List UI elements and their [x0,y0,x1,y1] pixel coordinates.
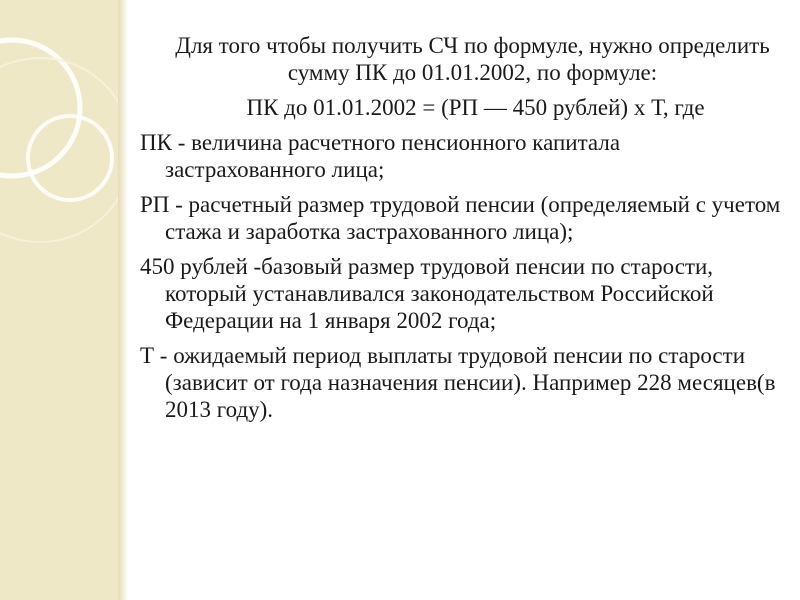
slide-content [140,32,785,423]
decorative-ring-large [0,40,80,176]
decorative-side-band [0,0,118,600]
formula-line: ПК до 01.01.2002 = (РП — 450 рублей) х Т, где [246,95,705,120]
intro-text: Для того чтобы получить СЧ по формуле, нужно определить сумму ПК до 01.01.2002, по формуле: [175,33,770,85]
decorative-ring-faint [0,58,118,242]
decorative-ring-small [28,116,112,200]
definition-t: Т - ожидаемый период выплаты трудовой пенсии по старости (зависит от года назначения пенсии). Например 228 месяцев(в 2013 году). [140,343,776,422]
decorative-rings [0,0,118,600]
definition-pk: ПК - величина расчетного пенсионного капитала застрахованного лица; [140,130,621,182]
definition-rp: РП - расчетный размер трудовой пенсии (определяемый с учетом стажа и заработка застрахованного лица); [140,192,781,244]
band-edge-shadow [118,0,128,600]
definition-450: 450 рублей -базовый размер трудовой пенсии по старости, который устанавливался законодательством Российской Федерации на 1 января 2002 года; [140,254,714,333]
